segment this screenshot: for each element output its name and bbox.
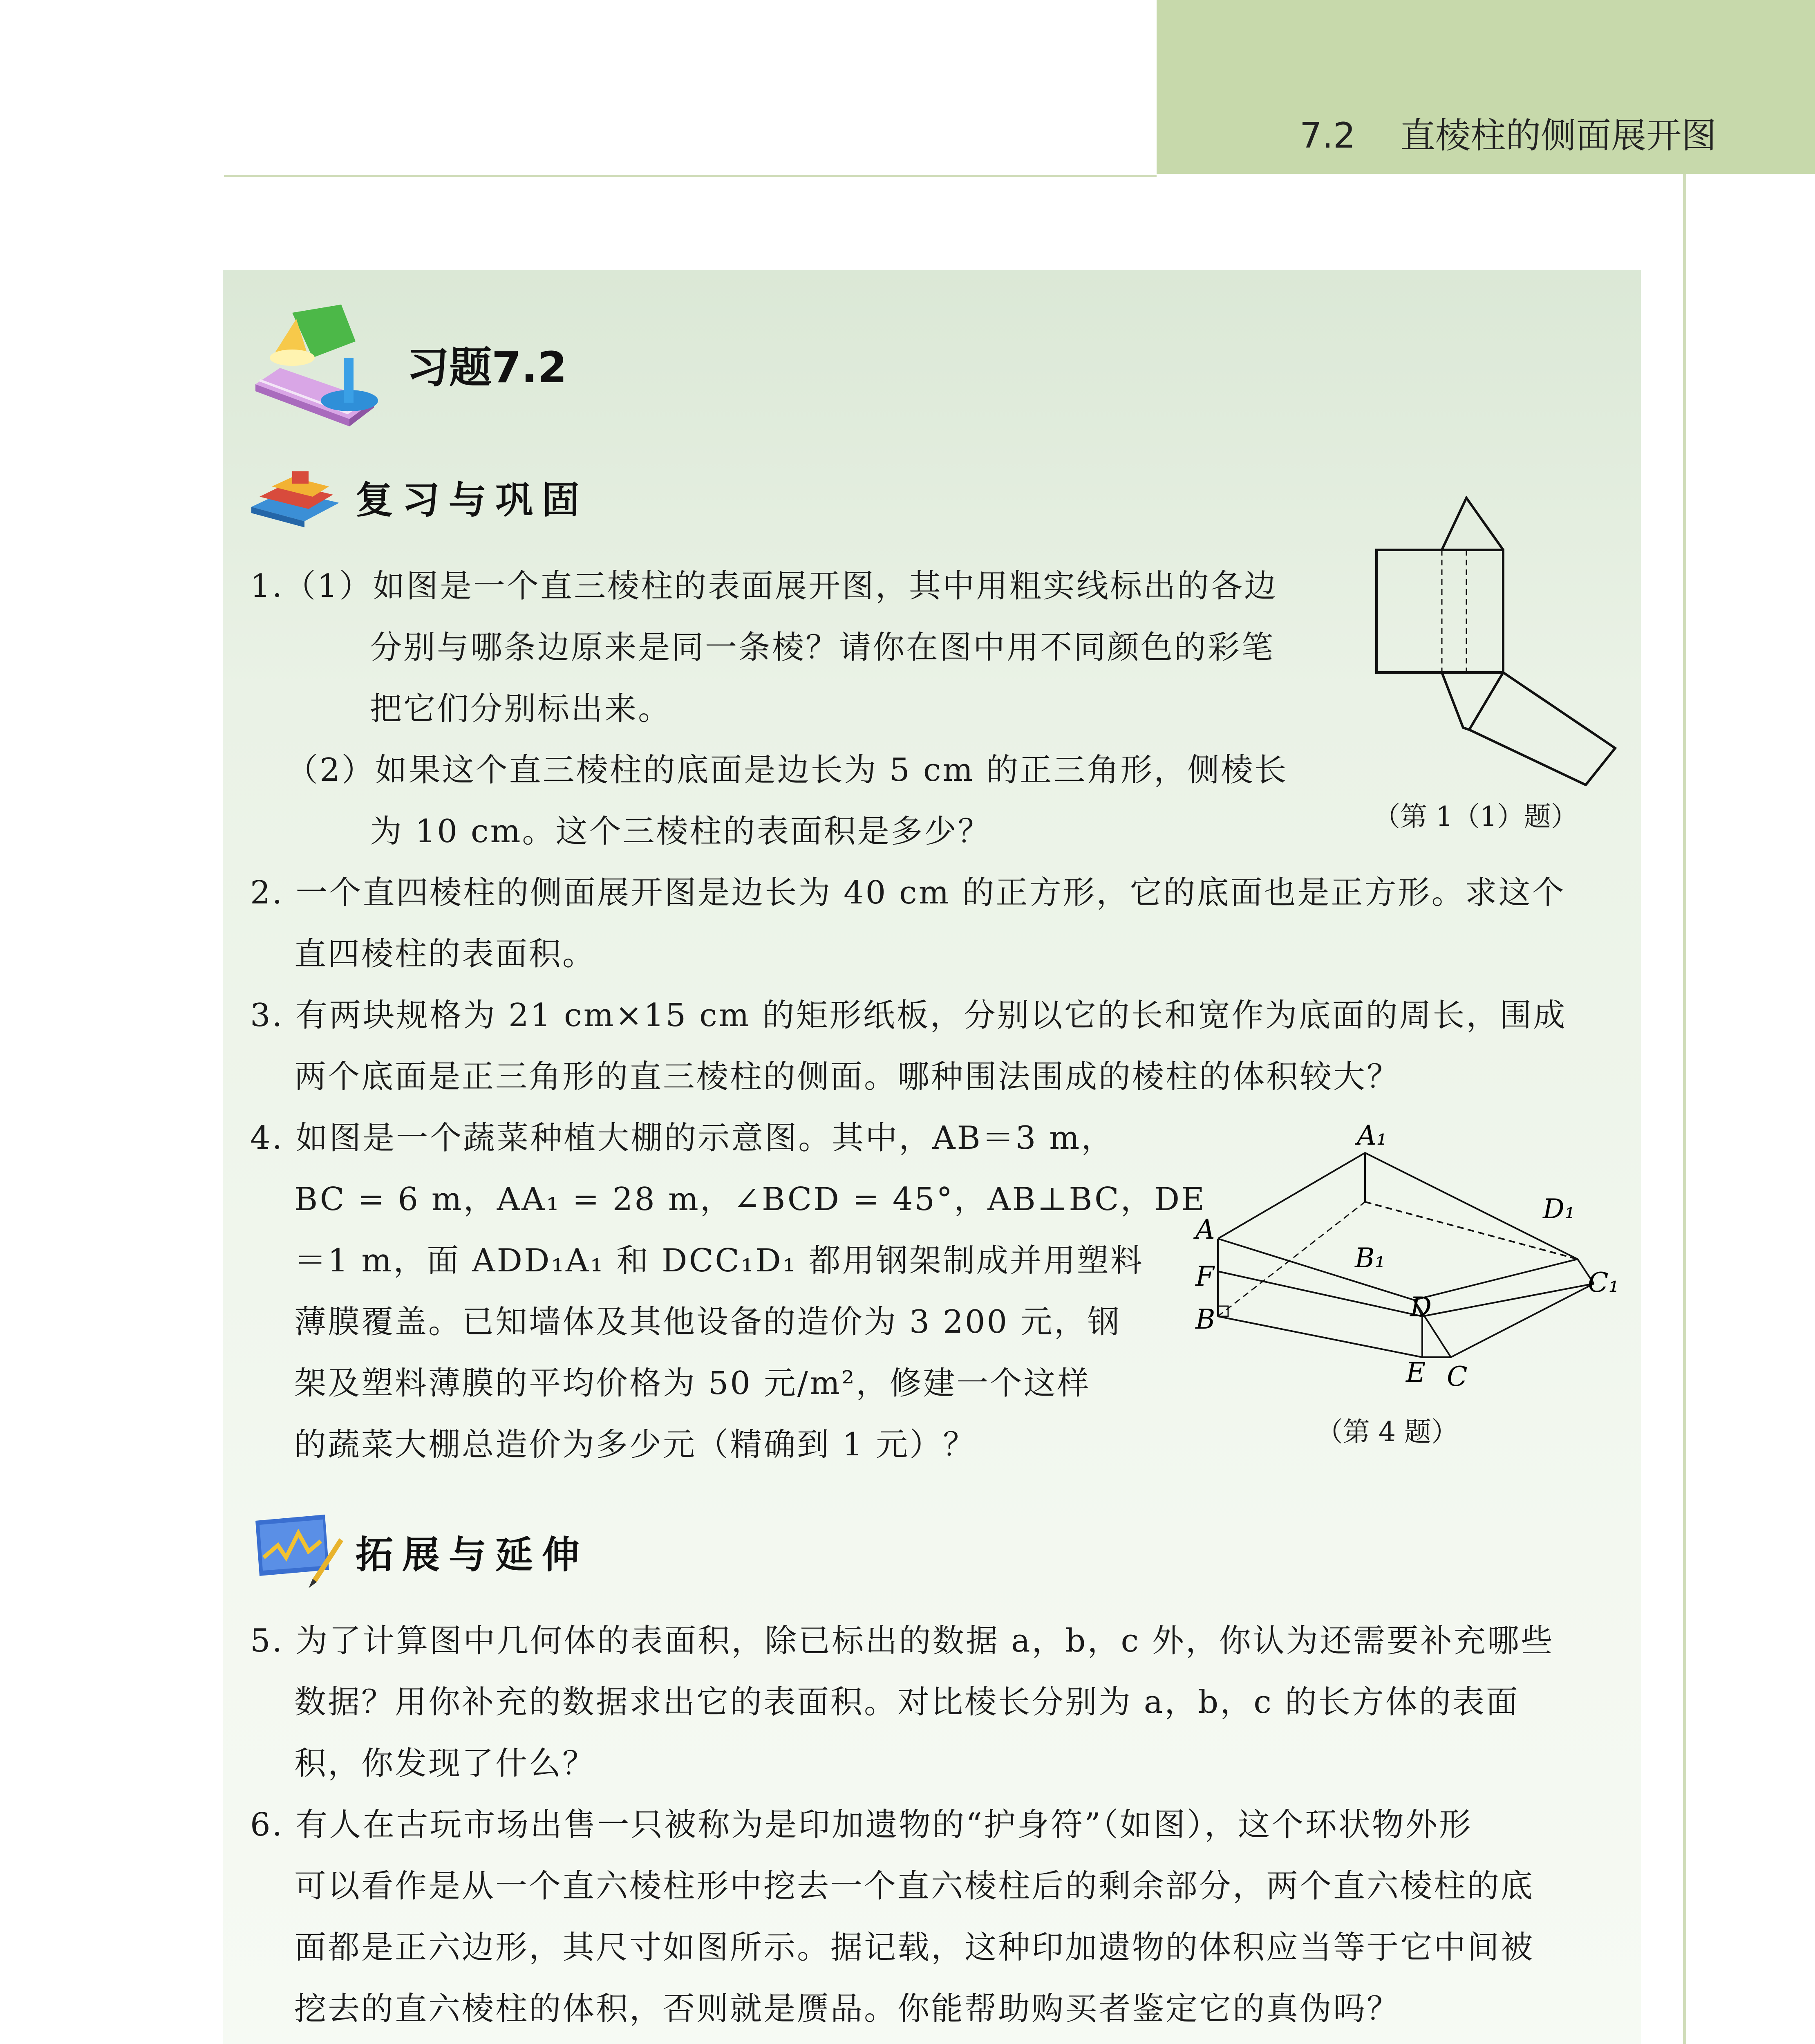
q4-line-4: 薄膜覆盖。已知墙体及其他设备的造价为 3 200 元，钢 (294, 1304, 1121, 1340)
q3-line-2: 两个底面是正三角形的直三棱柱的侧面。哪种围法围成的棱柱的体积较大？ (294, 1058, 1401, 1095)
q4-line-3: ＝1 m，面 ADD₁A₁ 和 DCC₁D₁ 都用钢架制成并用塑料 (294, 1242, 1144, 1279)
q4-line-6: 的蔬菜大棚总造价为多少元（精确到 1 元）？ (294, 1426, 977, 1463)
section-extend-title: 拓展与延伸 (356, 1533, 589, 1577)
exercise-title: 习题7.2 (407, 343, 567, 392)
q1-line-5: 为 10 cm。这个三棱柱的表面积是多少？ (370, 813, 991, 850)
q1-caption: （第 1（1）题） (1373, 801, 1578, 832)
q1-line-4: （2）如果这个直三棱柱的底面是边长为 5 cm 的正三角形，侧棱长 (286, 752, 1288, 789)
q1-line-1: 1.（1）如图是一个直三棱柱的表面展开图，其中用粗实线标出的各边 (250, 568, 1278, 605)
q6-line-2: 可以看作是从一个直六棱柱形中挖去一个直六棱柱后的剩余部分，两个直六棱柱的底 (294, 1868, 1535, 1905)
running-header (1300, 107, 1717, 158)
q5-line-3: 积，你发现了什么？ (294, 1745, 596, 1782)
q1-line-3: 把它们分别标出来。 (370, 690, 672, 727)
label-B: B (1195, 1304, 1215, 1335)
header-rule (224, 175, 1157, 177)
side-rule (1683, 174, 1686, 2044)
q2-line-1: 2. 一个直四棱柱的侧面展开图是边长为 40 cm 的正方形，它的底面也是正方形。求这个 (250, 874, 1566, 911)
q6-line-1: 6. 有人在古玩市场出售一只被称为是印加遗物的“护身符”（如图），这个环状物外形 (250, 1806, 1473, 1843)
figure-q1-prism-net (1373, 491, 1618, 832)
q4-caption: （第 4 题） (1316, 1416, 1458, 1448)
q2-line-2: 直四棱柱的表面积。 (294, 936, 596, 973)
label-C: C (1447, 1361, 1468, 1392)
header-section-title: 直棱柱的侧面展开图 (1400, 115, 1717, 156)
label-B1: B₁ (1355, 1242, 1385, 1274)
label-F: F (1195, 1261, 1214, 1292)
q5-line-1: 5. 为了计算图中几何体的表面积，除已标出的数据 a，b，c 外，你认为还需要补充哪些 (250, 1623, 1554, 1659)
figure-q4-greenhouse (1185, 1120, 1635, 1455)
q1-line-2: 分别与哪条边原来是同一条棱？请你在图中用不同颜色的彩笔 (370, 629, 1275, 666)
label-A: A (1195, 1214, 1215, 1245)
label-C1: C₁ (1588, 1267, 1619, 1298)
desk-lamp-icon (247, 296, 403, 431)
q3-line-1: 3. 有两块规格为 21 cm×15 cm 的矩形纸板，分别以它的长和宽作为底面的周长，围成 (250, 997, 1567, 1034)
q6-line-4: 挖去的直六棱柱的体积，否则就是赝品。你能帮助购买者鉴定它的真伪吗？ (294, 1990, 1401, 2027)
header-section-number: 7.2 (1300, 115, 1356, 156)
books-icon (247, 464, 345, 529)
q4-line-5: 架及塑料薄膜的平均价格为 50 元/m²，修建一个这样 (294, 1365, 1091, 1402)
label-D1: D₁ (1543, 1193, 1576, 1225)
chart-pen-icon (247, 1513, 345, 1590)
q4-line-1: 4. 如图是一个蔬菜种植大棚的示意图。其中，AB＝3 m， (250, 1120, 1115, 1156)
q6-line-3: 面都是正六边形，其尺寸如图所示。据记载，这种印加遗物的体积应当等于它中间被 (294, 1929, 1535, 1966)
section-review-title: 复习与巩固 (356, 478, 589, 522)
label-A1: A₁ (1357, 1120, 1388, 1151)
label-E: E (1406, 1357, 1426, 1388)
q4-line-2: BC = 6 m，AA₁ = 28 m，∠BCD = 45°，AB⊥BC，DE (294, 1181, 1206, 1218)
q5-line-2: 数据？用你补充的数据求出它的表面积。对比棱长分别为 a，b，c 的长方体的表面 (294, 1684, 1520, 1721)
label-D: D (1410, 1291, 1432, 1323)
